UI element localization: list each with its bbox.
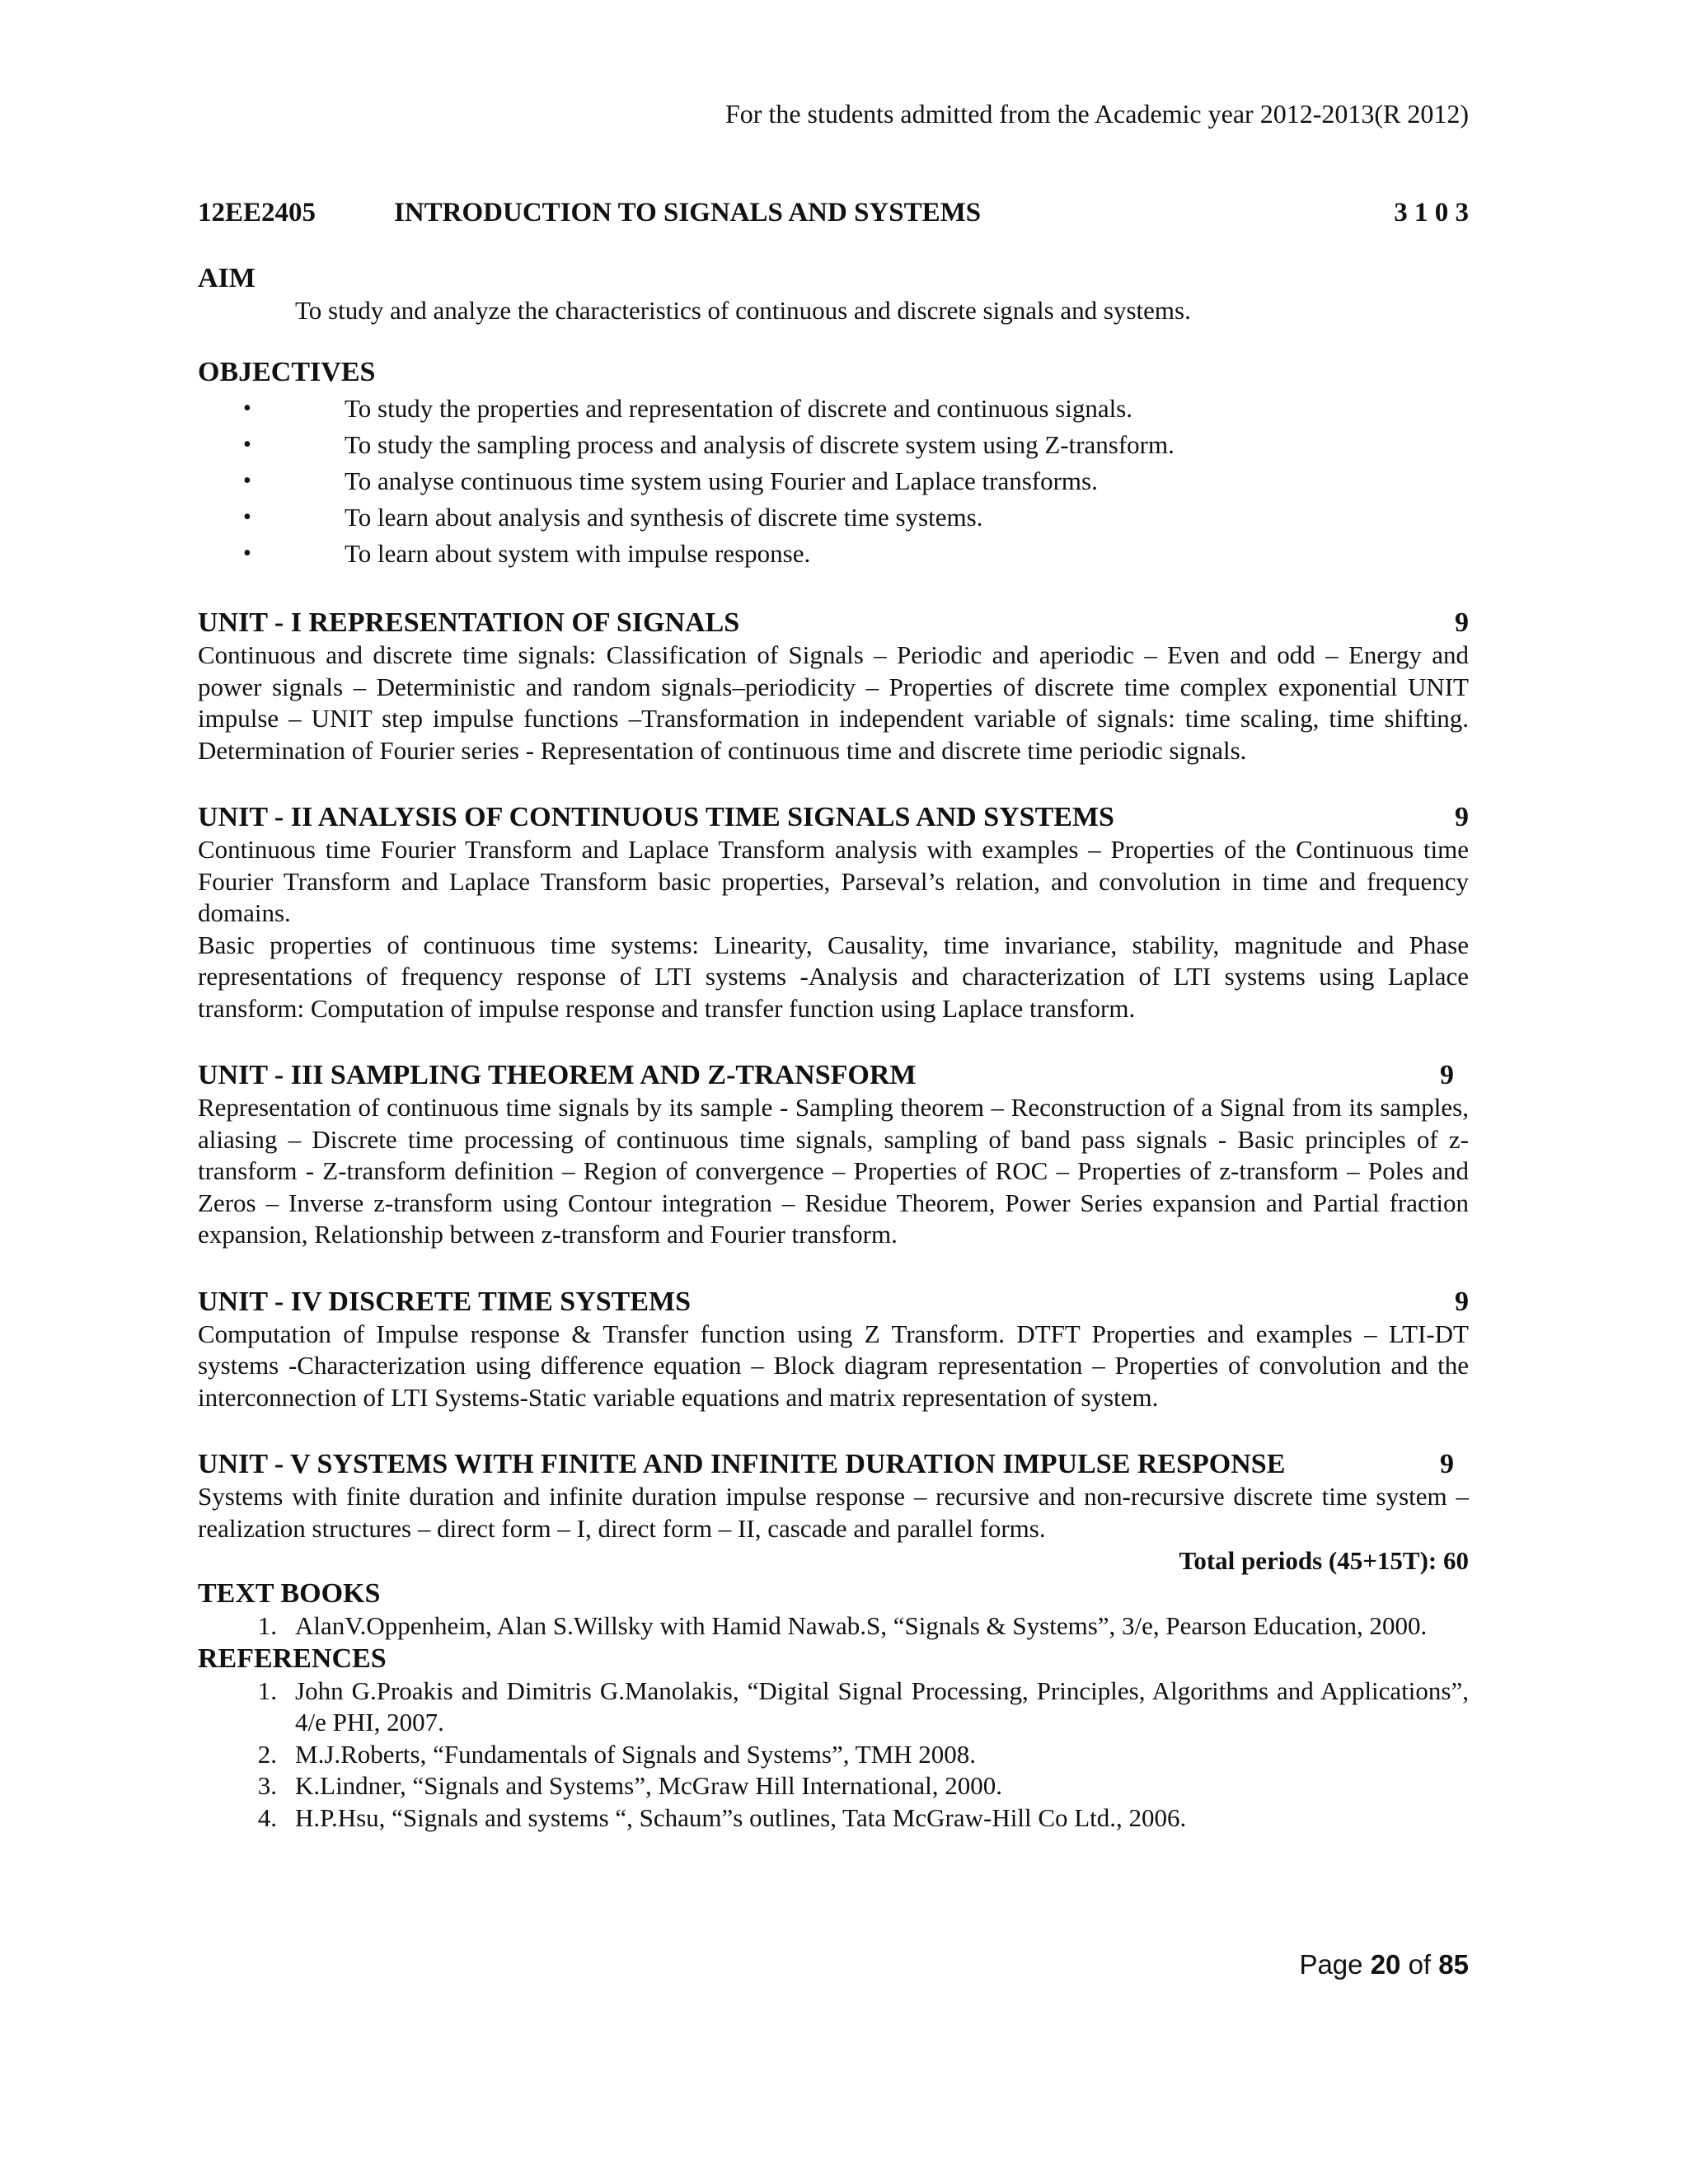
item-number: 2.: [257, 1739, 277, 1769]
unit-description: Systems with finite duration and infinite duration impulse response – recursive and non-recursive discrete time system – realization structures – direct form – I, direct form – II, cascade and parallel forms.: [198, 1482, 1469, 1543]
text-books-heading: TEXT BOOKS: [198, 1578, 381, 1609]
page-current: 20: [1370, 1949, 1401, 1980]
objective-text: To learn about system with impulse response.: [345, 539, 811, 568]
unit-4: [198, 1286, 1469, 1414]
admitted-note: For the students admitted from the Academic year 2012-2013(R 2012): [724, 99, 1469, 129]
of-word: of: [1408, 1949, 1432, 1980]
book-citation: AlanV.Oppenheim, Alan S.Willsky with Hamid Nawab.S, “Signals & Systems”, 3/e, Pearson Education, 2000.: [295, 1611, 1428, 1640]
objective-text: To study the sampling process and analysis of discrete system using Z-transform.: [345, 430, 1175, 459]
unit-heading: [198, 801, 1469, 834]
references-heading: REFERENCES: [198, 1643, 387, 1674]
unit-description: Continuous time Fourier Transform and Laplace Transform analysis with examples – Properties of the Continuous time Fourier Transform and Laplace Transform basic properties, Parseval’s relation, and convolution in time and frequency domains.: [198, 835, 1469, 927]
item-number: 1.: [257, 1675, 277, 1705]
aim-heading: AIM: [198, 263, 256, 293]
syllabus-page: [198, 97, 1469, 1834]
list-item: [198, 536, 1469, 572]
aim-text: To study and analyze the characteristics of continuous and discrete signals and systems.: [295, 296, 1191, 325]
list-item: [198, 1675, 1469, 1739]
unit-heading: [198, 1059, 1469, 1092]
bullet-icon: •: [243, 468, 251, 494]
unit-heading: [198, 1448, 1469, 1481]
course-title: INTRODUCTION TO SIGNALS AND SYSTEMS: [394, 198, 982, 227]
course-credits: 3 1 0 3: [1394, 198, 1469, 227]
course-code: 12EE2405: [198, 198, 316, 227]
unit-description: Basic properties of continuous time systems: Linearity, Causality, time invariance, stability, magnitude and Phase representations of frequency response of LTI systems -Analysis and characterization of LTI systems using Laplace transform: Computation of impulse response and transfer function using Laplace transform.: [198, 930, 1469, 1023]
unit-hours: 9: [1440, 1060, 1454, 1090]
unit-title: UNIT - IV DISCRETE TIME SYSTEMS: [198, 1286, 692, 1317]
reference-citation: K.Lindner, “Signals and Systems”, McGraw Hill International, 2000.: [295, 1771, 1002, 1800]
unit-hours: 9: [1455, 802, 1469, 832]
reference-citation: John G.Proakis and Dimitris G.Manolakis, “Digital Signal Processing, Principles, Algorithms and Applications”, 4/e PHI, 2007.: [295, 1675, 1469, 1736]
unit-description: Computation of Impulse response & Transfer function using Z Transform. DTFT Properties and examples – LTI-DT systems -Characterization using difference equation – Block diagram representation – Properties of convolution and the interconnection of LTI Systems-Static variable equations and matrix representation of system.: [198, 1319, 1469, 1412]
course-header: [198, 196, 1469, 229]
reference-citation: H.P.Hsu, “Signals and systems “, Schaum”s outlines, Tata McGraw-Hill Co Ltd., 2006.: [295, 1802, 1187, 1832]
unit-description: Representation of continuous time signals by its sample - Sampling theorem – Reconstruction of a Signal from its samples, aliasing – Discrete time processing of continuous time signals, sampling of band pass signals - Basic principles of z-transform - Z-transform definition – Region of convergence – Properties of ROC – Properties of z-transform – Poles and Zeros – Inverse z-transform using Contour integration – Residue Theorem, Power Series expansion and Partial fraction expansion, Relationship between z-transform and Fourier transform.: [198, 1093, 1469, 1249]
objectives-list: [198, 391, 1469, 572]
unit-hours: 9: [1455, 1286, 1469, 1317]
unit-description: Continuous and discrete time signals: Classification of Signals – Periodic and aperiodic – Even and odd – Energy and power signals – Deterministic and random signals–periodicity – Properties of discrete time complex exponential UNIT impulse – UNIT step impulse functions –Transformation in independent variable of signals: time scaling, time shifting. Determination of Fourier series - Representation of continuous time and discrete time periodic signals.: [198, 640, 1469, 765]
bullet-icon: •: [243, 504, 251, 530]
bullet-icon: •: [243, 541, 251, 566]
list-item: [198, 1610, 1469, 1643]
bullet-icon: •: [243, 396, 251, 421]
references-list: [198, 1675, 1469, 1835]
list-item: [198, 1802, 1469, 1835]
bullet-icon: •: [243, 432, 251, 457]
list-item: [198, 1770, 1469, 1802]
objectives-heading: OBJECTIVES: [198, 357, 376, 387]
item-number: 1.: [257, 1611, 277, 1640]
objective-text: To analyse continuous time system using Fourier and Laplace transforms.: [345, 466, 1098, 495]
objective-text: To study the properties and representation of discrete and continuous signals.: [345, 394, 1133, 423]
total-periods: Total periods (45+15T): 60: [1179, 1546, 1469, 1575]
unit-3: [198, 1059, 1469, 1251]
unit-2: [198, 801, 1469, 1024]
item-number: 3.: [257, 1771, 277, 1800]
item-number: 4.: [257, 1802, 277, 1832]
text-books-list: [198, 1610, 1469, 1643]
unit-5: [198, 1448, 1469, 1544]
unit-title: UNIT - V SYSTEMS WITH FINITE AND INFINITE DURATION IMPULSE RESPONSE: [198, 1449, 1286, 1479]
objective-text: To learn about analysis and synthesis of discrete time systems.: [345, 503, 983, 532]
list-item: [198, 391, 1469, 427]
list-item: [198, 1739, 1469, 1771]
unit-hours: 9: [1455, 607, 1469, 638]
unit-title: UNIT - II ANALYSIS OF CONTINUOUS TIME SIGNALS AND SYSTEMS: [198, 802, 1114, 832]
unit-hours: 9: [1440, 1449, 1454, 1479]
list-item: [198, 499, 1469, 536]
page-number: [1299, 1949, 1469, 1980]
list-item: [198, 463, 1469, 499]
reference-citation: M.J.Roberts, “Fundamentals of Signals and Systems”, TMH 2008.: [295, 1739, 977, 1769]
page-word: Page: [1299, 1949, 1363, 1980]
unit-title: UNIT - III SAMPLING THEOREM AND Z-TRANSFORM: [198, 1060, 917, 1090]
list-item: [198, 427, 1469, 463]
unit-heading: [198, 1286, 1469, 1319]
unit-1: [198, 607, 1469, 766]
unit-heading: [198, 607, 1469, 640]
page-total: 85: [1438, 1949, 1469, 1980]
unit-title: UNIT - I REPRESENTATION OF SIGNALS: [198, 607, 740, 638]
